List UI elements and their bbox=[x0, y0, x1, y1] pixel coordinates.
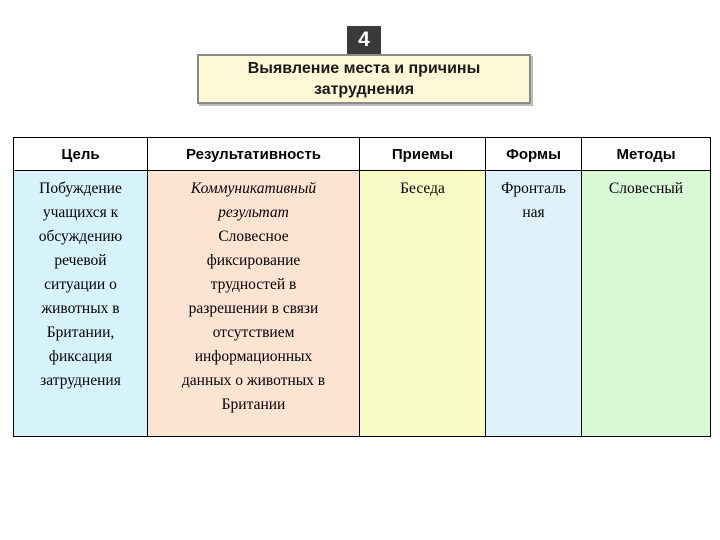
goal-line: фиксация bbox=[48, 348, 113, 365]
goal-line: животных в bbox=[41, 300, 120, 317]
goal-line: обсуждению bbox=[38, 228, 123, 245]
goal-line: затруднения bbox=[40, 372, 121, 389]
cell-methods bbox=[582, 171, 710, 436]
header-goal: Цель bbox=[14, 138, 147, 171]
header-methods: Методы bbox=[582, 138, 710, 171]
header-result: Результативность bbox=[148, 138, 359, 171]
column-goal bbox=[14, 138, 148, 436]
cell-techniques bbox=[360, 171, 485, 436]
goal-line: ситуации о bbox=[44, 276, 117, 293]
column-techniques bbox=[360, 138, 486, 436]
step-number-badge: 4 bbox=[347, 26, 381, 54]
goal-line: Побуждение bbox=[39, 180, 122, 197]
column-methods bbox=[582, 138, 710, 436]
result-line: разрешении в связи bbox=[188, 300, 319, 317]
column-result bbox=[148, 138, 360, 436]
goal-line: учащихся к bbox=[42, 204, 119, 221]
result-line: отсутствием bbox=[212, 324, 295, 341]
header-techniques: Приемы bbox=[360, 138, 485, 171]
column-forms bbox=[486, 138, 582, 436]
stage-title-box bbox=[197, 54, 531, 104]
result-line: Словесное bbox=[218, 228, 289, 245]
stage-title-line-2: затруднения bbox=[313, 81, 415, 98]
techniques-value: Беседа bbox=[400, 180, 445, 197]
cell-forms bbox=[486, 171, 581, 436]
goal-line: речевой bbox=[54, 252, 107, 269]
result-line: Британии bbox=[221, 396, 286, 413]
methods-value: Словесный bbox=[608, 180, 684, 197]
stage-title bbox=[209, 58, 519, 100]
result-line: фиксирование bbox=[206, 252, 301, 269]
result-italic-line: результат bbox=[218, 204, 289, 221]
forms-line: Фронталь bbox=[501, 180, 566, 197]
result-line: данных о животных в bbox=[181, 372, 326, 389]
cell-goal bbox=[14, 171, 147, 436]
result-line: информационных bbox=[194, 348, 313, 365]
stage-title-line-1: Выявление места и причины bbox=[247, 60, 481, 77]
header-forms: Формы bbox=[486, 138, 581, 171]
forms-line: ная bbox=[522, 204, 545, 221]
result-italic-line: Коммуникативный bbox=[190, 180, 317, 197]
lesson-stage-table bbox=[13, 137, 711, 437]
cell-result bbox=[148, 171, 359, 436]
result-line: трудностей в bbox=[210, 276, 297, 293]
goal-line: Британии, bbox=[46, 324, 115, 341]
